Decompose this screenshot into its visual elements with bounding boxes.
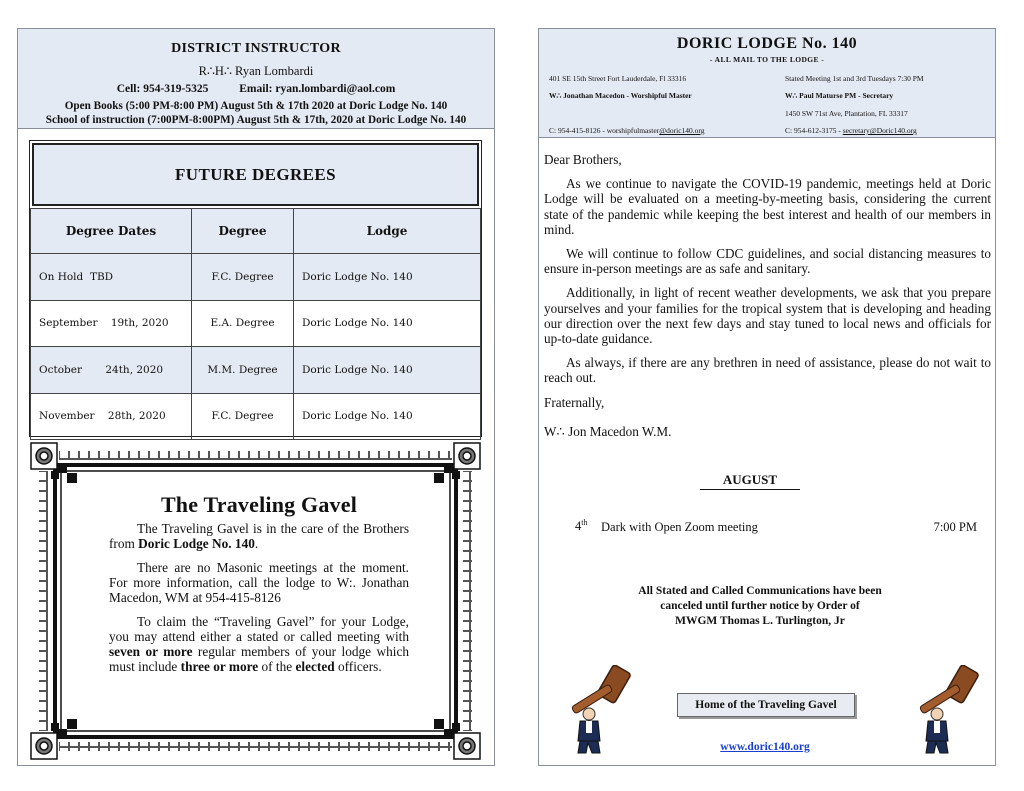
wm-email-link[interactable]: @doric140.org bbox=[659, 126, 705, 135]
notice-line: All Stated and Called Communications have been bbox=[638, 585, 882, 597]
lodge-title: DORIC LODGE No. 140 bbox=[676, 35, 858, 52]
district-instructor-name: R∴H∴ Ryan Lombardi bbox=[198, 64, 314, 78]
degree-name: E.A. Degree bbox=[192, 300, 294, 347]
column-header: Degree bbox=[192, 209, 294, 254]
cancellation-notice bbox=[600, 584, 920, 629]
bold-span: three or more bbox=[180, 659, 259, 674]
text-span: C: 954-415-8126 - worshipfulmaster bbox=[549, 126, 660, 135]
letter-paragraph: We will continue to follow CDC guidelines, and social distancing measures to ensure in-person meetings are as safe and sanitary. bbox=[544, 246, 991, 277]
traveling-gavel-content bbox=[109, 492, 409, 683]
table-row bbox=[31, 347, 481, 394]
calendar-event bbox=[575, 518, 985, 534]
text-span: C: 954-612-3175 - bbox=[785, 126, 843, 135]
lodge-secretary: W∴ Paul Maturse PM - Secretary bbox=[785, 91, 894, 100]
degree-lodge: Doric Lodge No. 140 bbox=[294, 347, 481, 394]
letter-closing: Fraternally, bbox=[544, 394, 605, 410]
lodge-address: 401 SE 15th Street Fort Lauderdale, Fl 33316 bbox=[549, 74, 687, 83]
notice-line: MWGM Thomas L. Turlington, Jr bbox=[675, 615, 845, 627]
text-span: regular members of your lodge which must include bbox=[109, 644, 409, 674]
bold-span: seven or more bbox=[109, 644, 193, 659]
degree-name: M.M. Degree bbox=[192, 347, 294, 394]
letter-body bbox=[544, 152, 991, 439]
gavel-man-illustration bbox=[556, 665, 636, 755]
degree-lodge: Doric Lodge No. 140 bbox=[294, 254, 481, 301]
table-row bbox=[31, 254, 481, 301]
future-degrees-box bbox=[29, 140, 482, 437]
letter-signature: W∴ Jon Macedon W.M. bbox=[544, 423, 672, 439]
gavel-man-illustration bbox=[904, 665, 984, 755]
degree-date: November 28th, 2020 bbox=[31, 393, 192, 440]
traveling-gavel-frame bbox=[29, 441, 482, 761]
degree-date: October 24th, 2020 bbox=[31, 347, 192, 394]
degree-lodge: Doric Lodge No. 140 bbox=[294, 393, 481, 440]
home-of-traveling-gavel-box: Home of the Traveling Gavel bbox=[677, 693, 855, 717]
open-books-line: Open Books (5:00 PM-8:00 PM) August 5th & 17th 2020 at Doric Lodge No. 140 bbox=[64, 100, 448, 112]
text-span: . bbox=[254, 536, 259, 551]
website-link[interactable]: www.doric140.org bbox=[720, 741, 810, 753]
traveling-gavel-paragraph bbox=[109, 614, 409, 674]
event-description: Dark with Open Zoom meeting bbox=[601, 520, 758, 534]
district-instructor-header bbox=[17, 28, 495, 129]
stated-meeting: Stated Meeting 1st and 3rd Tuesdays 7:30 PM bbox=[785, 74, 924, 83]
degree-name: F.C. Degree bbox=[192, 254, 294, 301]
instructor-cell: Cell: 954-319-5325 bbox=[116, 83, 209, 95]
event-time: 7:00 PM bbox=[933, 520, 977, 534]
instructor-email: Email: ryan.lombardi@aol.com bbox=[239, 83, 396, 95]
district-instructor-contact bbox=[18, 83, 494, 95]
table-row bbox=[31, 300, 481, 347]
letter-paragraph: Additionally, in light of recent weather developments, we ask that you prepare yourselves and your families for the tropical system that is developing and heading our direction over the next few days and stay tuned to local news and officials for up-to-date guidance. bbox=[544, 285, 991, 347]
wm-contact bbox=[549, 126, 705, 135]
text-span: To claim the “Traveling Gavel” for your Lodge, you may attend either a stated or called meeting with bbox=[109, 614, 409, 644]
event-day bbox=[575, 518, 587, 534]
secretary-address: 1450 SW 71st Ave, Plantation, FL 33317 bbox=[785, 109, 908, 118]
text-span: officers. bbox=[334, 659, 382, 674]
traveling-gavel-title: The Traveling Gavel bbox=[160, 492, 358, 517]
traveling-gavel-paragraph: There are no Masonic meetings at the moment. For more information, call the lodge to W:. Jonathan Macedon, WM at 954-415-8126 bbox=[109, 560, 409, 605]
lodge-header bbox=[538, 28, 996, 138]
event-day-suffix: th bbox=[581, 518, 588, 527]
table-row bbox=[31, 393, 481, 440]
future-degrees-table bbox=[30, 208, 481, 440]
secretary-contact bbox=[785, 126, 917, 135]
traveling-gavel-paragraph bbox=[109, 521, 409, 551]
letter-salutation: Dear Brothers, bbox=[544, 152, 622, 167]
district-instructor-title: DISTRICT INSTRUCTOR bbox=[171, 41, 341, 56]
secretary-email-link[interactable]: secretary@Doric140.org bbox=[842, 126, 917, 135]
school-instruction-line: School of instruction (7:00PM-8:00PM) August 5th & 17th, 2020 at Doric Lodge No. 140 bbox=[45, 114, 467, 126]
calendar-month: AUGUST bbox=[700, 472, 800, 490]
column-header: Lodge bbox=[294, 209, 481, 254]
text-span: of the bbox=[258, 659, 296, 674]
letter-paragraph: As always, if there are any brethren in need of assistance, please do not wait to reach out. bbox=[544, 355, 991, 386]
notice-line: canceled until further notice by Order of bbox=[660, 600, 860, 612]
worshipful-master: W∴ Jonathan Macedon - Worshipful Master bbox=[549, 91, 692, 100]
degree-date: On Hold TBD bbox=[31, 254, 192, 301]
event-day-number: 4 bbox=[575, 519, 582, 534]
column-header: Degree Dates bbox=[31, 209, 192, 254]
degree-name: F.C. Degree bbox=[192, 393, 294, 440]
letter-paragraph: As we continue to navigate the COVID-19 pandemic, meetings held at Doric Lodge will be evaluated on a meeting-by-meeting basis, considering the current state of the pandemic while keeping the best interest and health of our members in mind. bbox=[544, 176, 991, 237]
degree-date: September 19th, 2020 bbox=[31, 300, 192, 347]
future-degrees-title: FUTURE DEGREES bbox=[32, 143, 479, 206]
bold-span: elected bbox=[295, 659, 335, 674]
table-header-row bbox=[31, 209, 481, 254]
lodge-name-bold: Doric Lodge No. 140 bbox=[138, 536, 255, 551]
text-span: The Traveling Gavel is in the care of the Brothers from bbox=[109, 521, 409, 551]
lodge-subtitle: - ALL MAIL TO THE LODGE - bbox=[709, 55, 825, 64]
degree-lodge: Doric Lodge No. 140 bbox=[294, 300, 481, 347]
